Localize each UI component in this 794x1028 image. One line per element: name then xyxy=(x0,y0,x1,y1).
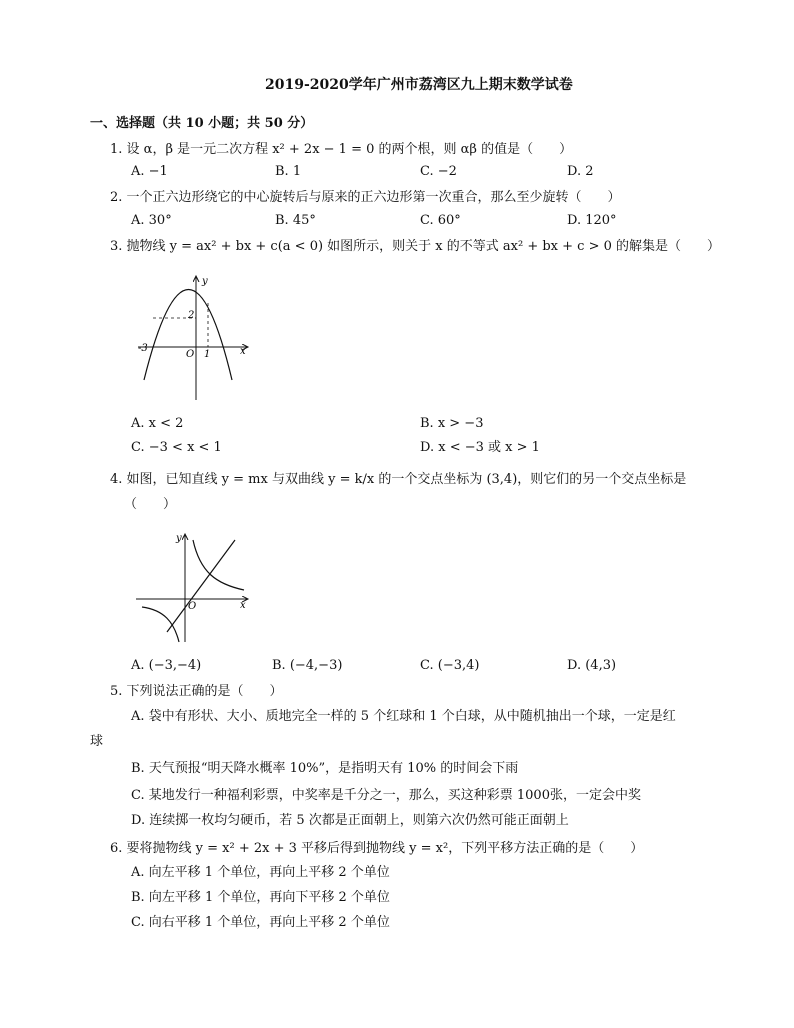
hyperbola-branch-lower xyxy=(142,607,179,642)
question-1-stem: 1. 设 α，β 是一元二次方程 x² + 2x − 1 = 0 的两个根，则 αβ 的值是（ ） xyxy=(110,142,573,157)
origin-label: O xyxy=(186,349,195,360)
exam-title: 2019-2020学年广州市荔湾区九上期末数学试卷 xyxy=(265,77,573,93)
question-4-option-c: C. (−3,4) xyxy=(420,658,480,673)
hyperbola-figure xyxy=(130,528,255,648)
question-4-option-b: B. (−4,−3) xyxy=(272,658,343,673)
question-1-option-c: C. −2 xyxy=(420,164,457,179)
question-2-option-d: D. 120° xyxy=(567,213,617,228)
parabola-figure xyxy=(130,268,255,408)
question-6-option-b: B. 向左平移 1 个单位，再向下平移 2 个单位 xyxy=(131,890,390,905)
question-5-option-d: D. 连续掷一枚均匀硬币，若 5 次都是正面朝上，则第六次仍然可能正面朝上 xyxy=(131,813,569,828)
question-5-option-c: C. 某地发行一种福利彩票，中奖率是千分之一，那么，买这种彩票 1000张，一定会中奖 xyxy=(131,788,641,803)
x-axis-label: x xyxy=(240,600,246,611)
parabola-curve xyxy=(144,290,232,381)
y-intercept-label: 2 xyxy=(188,310,195,321)
origin-label: O xyxy=(188,601,197,612)
question-1-option-a: A. −1 xyxy=(131,164,168,179)
question-5-stem: 5. 下列说法正确的是（ ） xyxy=(110,684,283,699)
x-axis-label: x xyxy=(240,346,246,357)
question-1-option-b: B. 1 xyxy=(275,164,302,179)
root-right-label: 1 xyxy=(204,349,211,360)
question-4-answer-paren: （ ） xyxy=(124,497,177,512)
question-3-option-d: D. x < −3 或 x > 1 xyxy=(420,440,540,455)
question-6-stem: 6. 要将抛物线 y = x² + 2x + 3 平移后得到抛物线 y = x²，下列平移方法正确的是（ ） xyxy=(110,841,644,856)
hyperbola-branch-upper xyxy=(193,540,244,590)
question-4-option-a: A. (−3,−4) xyxy=(131,658,202,673)
question-6-option-a: A. 向左平移 1 个单位，再向上平移 2 个单位 xyxy=(131,865,390,880)
question-5-option-a-line1: A. 袋中有形状、大小、质地完全一样的 5 个红球和 1 个白球，从中随机抽出一个球，一定是红 xyxy=(131,709,676,724)
question-5-option-b: B. 天气预报“明天降水概率 10%”，是指明天有 10% 的时间会下雨 xyxy=(131,761,519,776)
section-heading: 一、选择题（共 10 小题；共 50 分） xyxy=(90,116,314,131)
line-y-mx xyxy=(167,540,235,632)
question-3-option-a: A. x < 2 xyxy=(131,416,184,431)
question-5-option-a-line2: 球 xyxy=(90,734,104,749)
question-2-option-c: C. 60° xyxy=(420,213,461,228)
question-6-option-c: C. 向右平移 1 个单位，再向上平移 2 个单位 xyxy=(131,915,390,930)
question-4-option-d: D. (4,3) xyxy=(567,658,617,673)
question-1-option-d: D. 2 xyxy=(567,164,594,179)
y-axis-label: y xyxy=(202,276,208,287)
question-4-stem: 4. 如图，已知直线 y = mx 与双曲线 y = k/x 的一个交点坐标为 (3,4)，则它们的另一个交点坐标是 xyxy=(110,472,687,487)
question-3-option-c: C. −3 < x < 1 xyxy=(131,440,222,455)
question-2-option-b: B. 45° xyxy=(275,213,316,228)
question-3-stem: 3. 抛物线 y = ax² + bx + c(a < 0) 如图所示，则关于 x 的不等式 ax² + bx + c > 0 的解集是（ ） xyxy=(110,239,720,254)
question-2-option-a: A. 30° xyxy=(131,213,172,228)
y-axis-label: y xyxy=(176,533,182,544)
question-2-stem: 2. 一个正六边形绕它的中心旋转后与原来的正六边形第一次重合，那么至少旋转（ ） xyxy=(110,190,621,205)
question-3-option-b: B. x > −3 xyxy=(420,416,484,431)
root-left-label: -3 xyxy=(138,343,148,354)
